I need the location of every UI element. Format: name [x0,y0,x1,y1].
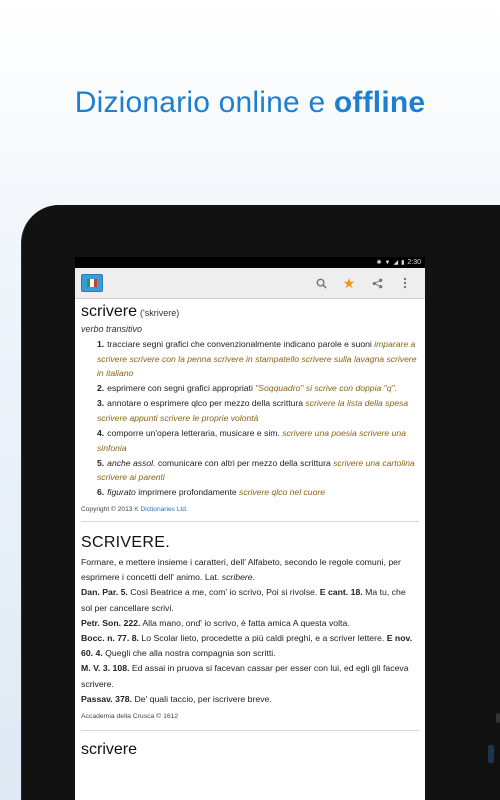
favorite-button[interactable] [335,270,363,296]
definition-text: imprimere profondamente [135,487,240,498]
headline [0,86,500,120]
definition-text: tracciare segni grafici che convenzionalmente indicano parole e suoni [107,339,375,349]
definitions-list [97,337,419,500]
definition-item [97,337,419,381]
definition-example: scrivere la lista della spesa scrivere appunti scrivere le proprie volontà [97,398,409,423]
crusca-headword: SCRIVERE. [81,534,170,552]
citation-source: Petr. Son. 222. [81,617,141,628]
search-icon [316,278,327,289]
definition-text: comporre un'opera letteraria, musicare e sim. [107,428,283,439]
battery-icon: ▮ [401,259,405,266]
citation-text: De' quali taccio, per iscrivere breve. [132,693,272,704]
definition-item [97,381,419,396]
crusca-intro-end: . [252,572,256,583]
definition-text: comunicare con altri per mezzo della scrittura [155,457,334,468]
copyright-text: Copyright © 2013 [81,506,135,514]
search-button[interactable] [307,270,335,296]
definition-number: 1. [97,339,105,349]
tablet-sensor [488,745,494,763]
app-logo-icon[interactable] [81,274,103,292]
crusca-latin: scribere [221,572,253,583]
overflow-menu-button[interactable] [391,270,419,296]
citation-source: Passav. 378. [81,693,133,704]
part-of-speech: verbo transitivo [81,324,143,334]
citation-text: Ed assai in pruova si facevan cassar per esser con lui, ed egli gli faceva scrivere. [81,663,409,689]
italian-flag-icon [87,279,97,287]
tablet-screen [75,257,425,800]
star-icon: ★ [342,274,356,291]
definition-text: annotare o esprimere qlco per mezzo della scrittura [107,398,306,409]
definition-number: 5. [97,457,105,468]
definition-text: esprimere con segni grafici appropriati [107,383,256,394]
citation-text: Ma tu, che sol per cancellare scrivi. [81,587,406,613]
copyright-link[interactable]: K Dictionaries Ltd. [134,506,188,514]
definition-number: 6. [97,487,105,498]
action-bar [75,268,425,299]
definition-register: anche assol. [107,457,156,468]
citation-text: Lo Scolar lieto, procedette a più caldi preghi, e a scriver lettere. [138,633,387,644]
pronunciation: ('skrivere) [140,308,180,318]
signal-icon: ◢ [393,259,399,266]
citation-source: Bocc. n. 77. 8. [81,633,139,644]
share-icon [372,278,383,289]
definition-item [97,485,419,500]
citation-text: Alla mano, ond' io scrivo, è fatta amica A questa volta. [140,617,350,628]
wifi-icon: ▼ [384,259,391,266]
definition-item [97,396,419,425]
citation-source: Dan. Par. 5. [81,587,128,598]
copyright-notice [81,506,419,522]
crusca-footer: Accademia della Crusca © 1612 [81,713,419,731]
crusca-body [81,555,419,707]
definition-example: "Soqquadro" si scrive con doppia "q". [255,383,397,394]
crusca-intro: Formare, e mettere insieme i caratteri, dell' Alfabeto, secondo le regole comuni, per esprimere i concetti dell' animo. Lat. [81,557,401,583]
headline-bold: offline [333,86,426,119]
definition-item [97,456,419,485]
entry-headword [81,303,419,321]
definition-number: 2. [97,383,105,394]
share-button[interactable] [363,270,391,296]
citation-source: E nov. 60. 4. [81,633,413,659]
citation-text: Così Beatrice a me, com' io scrivo, Poi si rivolse. [127,587,320,598]
definition-example: imparare a scrivere scrivere con la penna scrivere in stampatello scrivere sulla lavagna scrivere in italiano [97,339,417,379]
definition-number: 4. [97,428,105,439]
definition-example: scrivere qlco nel cuore [239,487,325,498]
dictionary-content[interactable] [75,303,425,759]
definition-number: 3. [97,398,105,409]
bluetooth-icon: ✱ [376,259,382,266]
entry-headword-2: scrivere [81,741,138,759]
headline-regular: Dizionario online e [74,86,334,119]
status-bar [75,257,425,268]
headword-text: scrivere [81,303,138,320]
citation-source: E cant. 18. [319,587,363,598]
status-time: 2:30 [407,259,421,266]
tablet-camera [496,713,500,723]
citation-source: M. V. 3. 108. [81,663,130,674]
definition-register: figurato [107,487,136,498]
definition-example: scrivere una cartolina scrivere ai parenti [97,457,415,483]
definition-item [97,426,419,455]
overflow-menu-icon [403,277,407,289]
citation-text: Quegli che alla nostra compagnia son scritti. [102,648,276,659]
definition-example: scrivere una poesia scrivere una sinfonia [97,428,406,453]
